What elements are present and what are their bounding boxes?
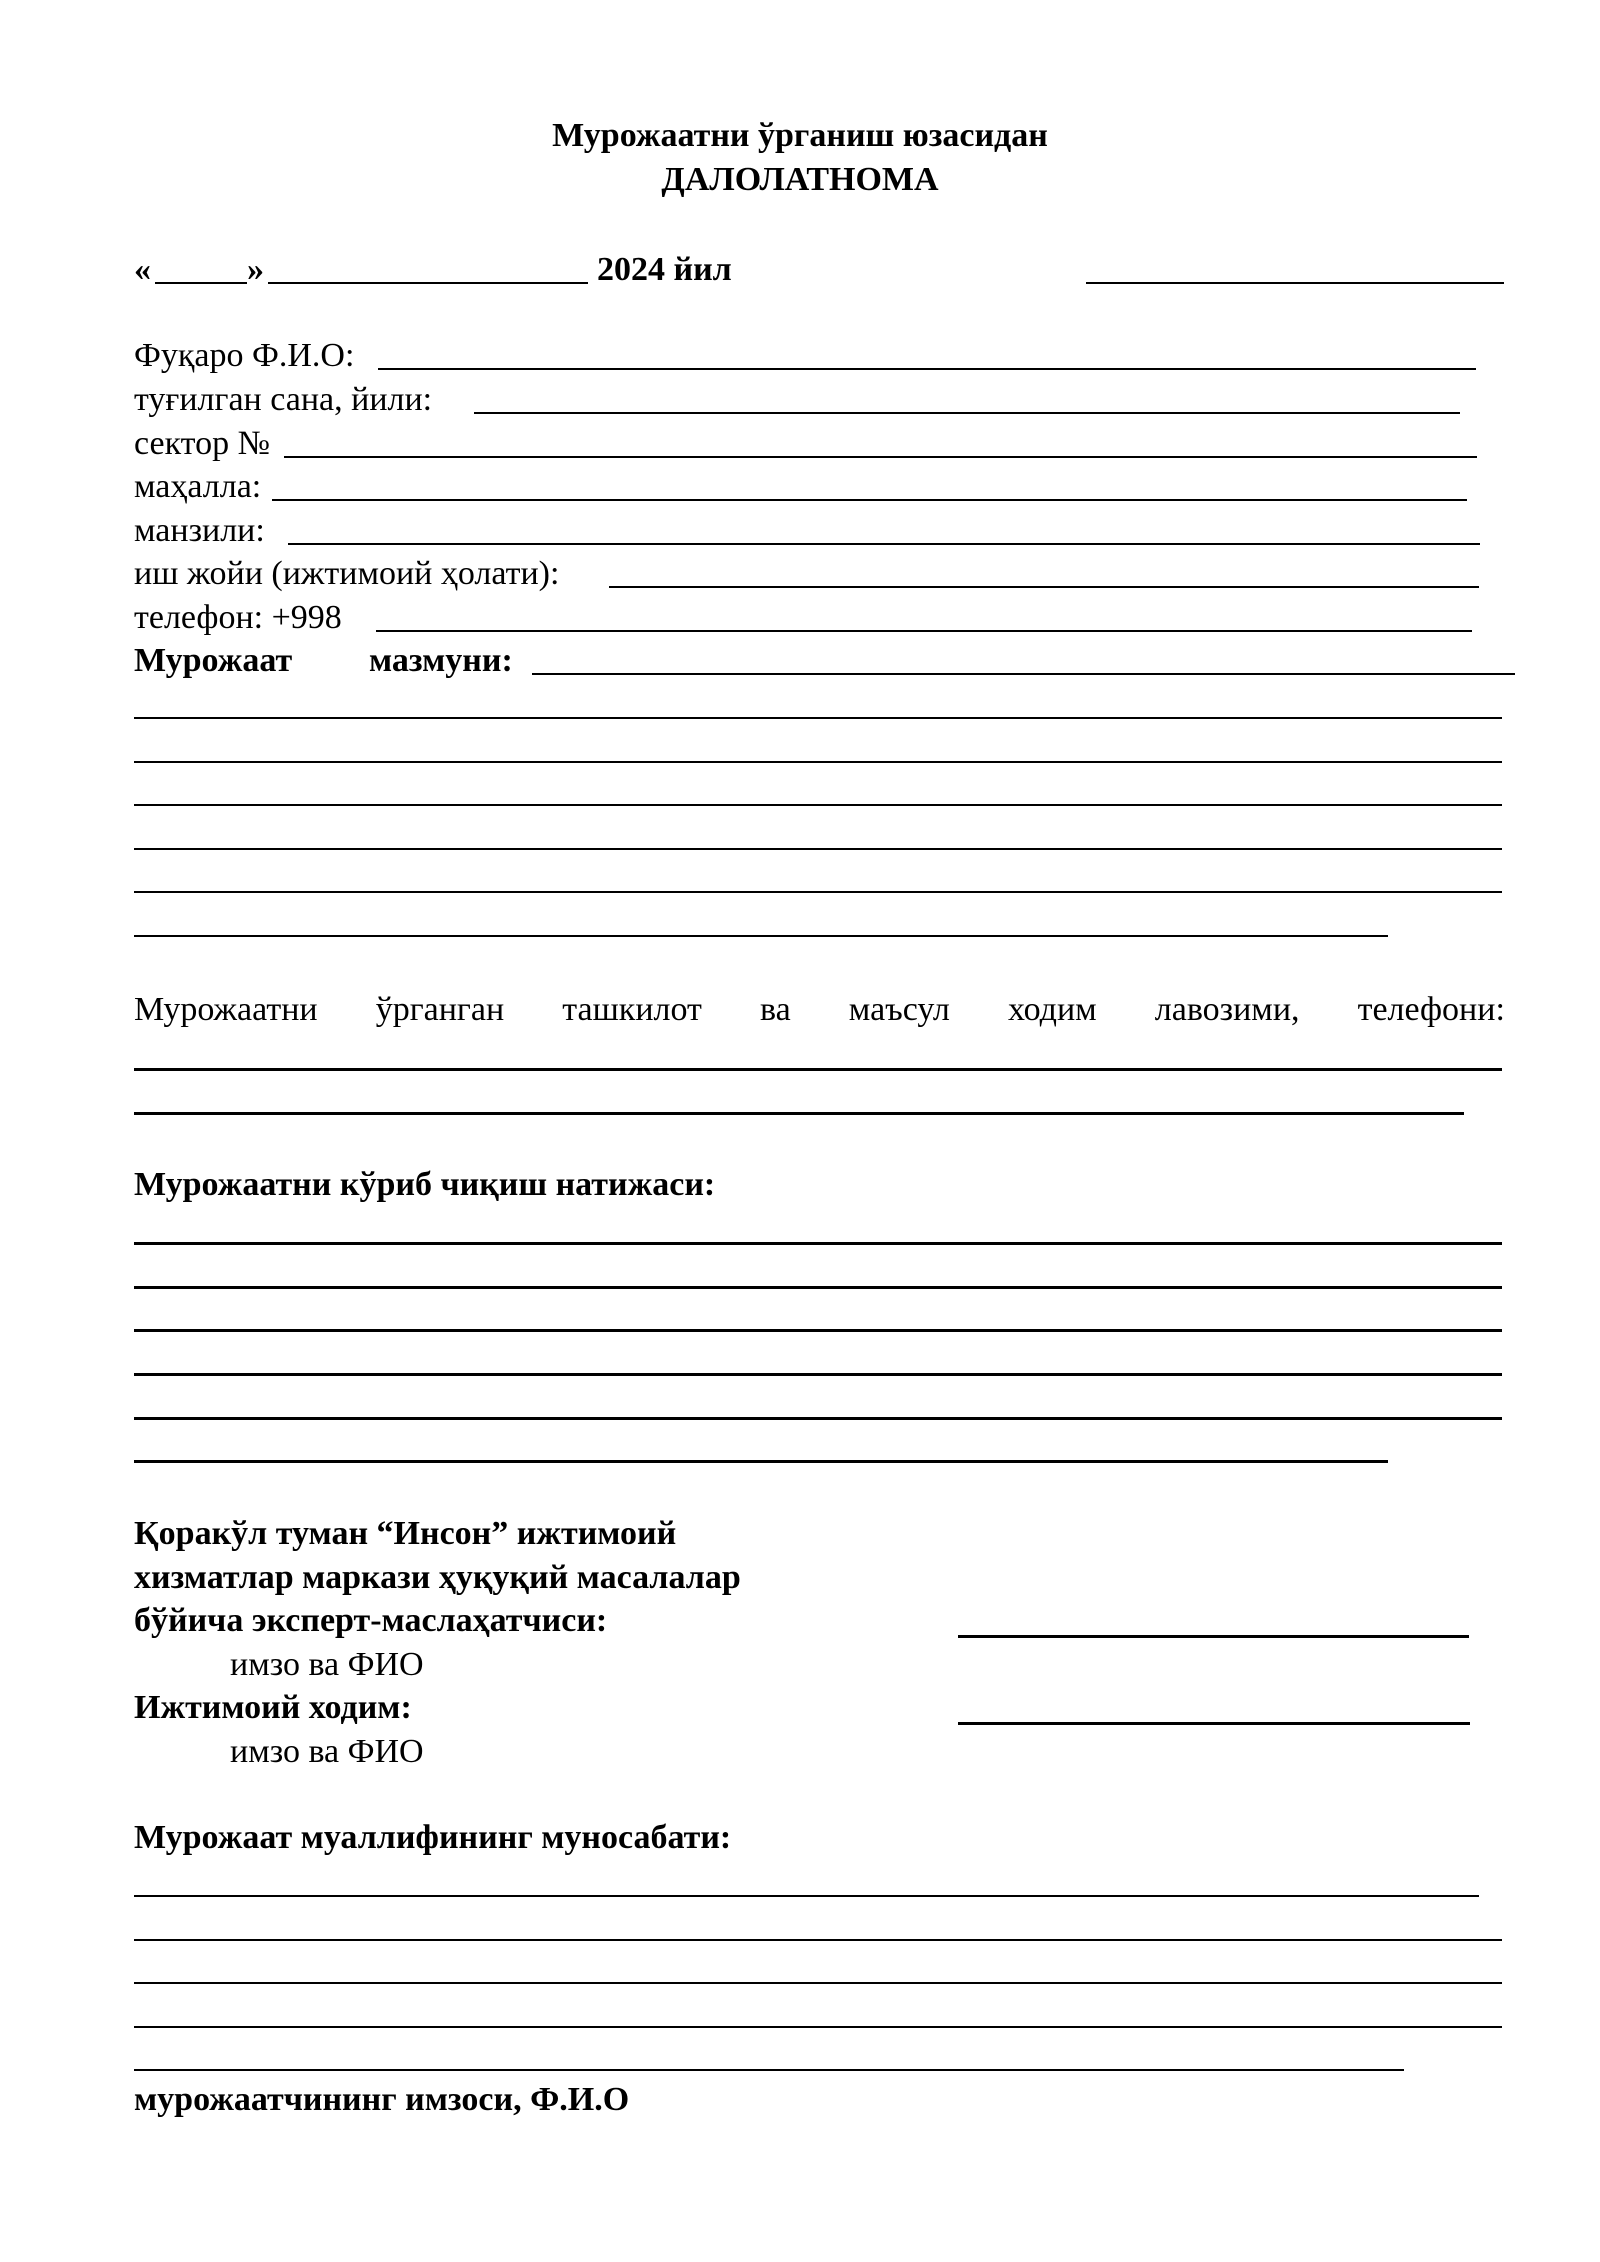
org-word: лавозими, [1154,991,1300,1028]
org-line[interactable] [134,1112,1464,1115]
expert-sign-hint: имзо ва ФИО [230,1646,424,1683]
date-open-quote: « [134,251,151,288]
work-label: иш жойи (ижтимоий ҳолати): [134,555,560,592]
result-line[interactable] [134,1373,1502,1376]
content-label-word2: мазмуни: [369,642,513,679]
address-label: манзили: [134,512,265,549]
applicant-signature-label: мурожаатчининг имзоси, Ф.И.О [134,2081,630,2118]
result-line[interactable] [134,1417,1502,1420]
document-subtitle: Мурожаатни ўрганиш юзасидан [552,117,1048,154]
content-line[interactable] [134,848,1502,850]
org-word: ходим [1007,991,1097,1028]
month-blank[interactable] [268,282,588,284]
author-attitude-heading: Мурожаат муаллифининг муносабати: [134,1819,732,1856]
result-line[interactable] [134,1242,1502,1245]
org-word: Мурожаатни [134,991,318,1028]
author-attitude-line[interactable] [134,2026,1502,2028]
org-word: ва [759,991,791,1028]
phone-label: телефон: +998 [134,599,342,636]
content-line[interactable] [134,935,1388,937]
date-close-quote: » [247,251,264,288]
result-line[interactable] [134,1329,1502,1332]
result-heading: Мурожаатни кўриб чиқиш натижаси: [134,1166,716,1203]
mahalla-field[interactable] [272,499,1467,501]
birth-field[interactable] [474,412,1460,414]
content-field[interactable] [532,673,1515,675]
content-line[interactable] [134,891,1502,893]
author-attitude-line[interactable] [134,1939,1502,1941]
content-label-word1: Мурожаат [134,642,293,679]
org-word: маъсул [848,991,950,1028]
social-worker-label: Ижтимоий ходим: [134,1689,412,1726]
org-word: ташкилот [562,991,702,1028]
document-title: ДАЛОЛАТНОМА [661,161,939,198]
author-attitude-line[interactable] [134,1982,1502,1984]
expert-title-line2: хизматлар маркази ҳуқуқий масалалар [134,1559,741,1596]
expert-title-line1: Қоракўл туман “Инсон” ижтимоий [134,1515,677,1552]
work-field[interactable] [609,586,1479,588]
day-blank[interactable] [155,282,247,284]
author-attitude-line[interactable] [134,1895,1479,1897]
social-worker-sign-hint: имзо ва ФИО [230,1733,424,1770]
sector-label: сектор № [134,425,271,462]
result-line[interactable] [134,1286,1502,1289]
expert-signature-field[interactable] [958,1635,1469,1638]
content-line[interactable] [134,804,1502,806]
phone-field[interactable] [376,630,1472,632]
result-line[interactable] [134,1460,1388,1463]
social-worker-signature-field[interactable] [958,1722,1470,1725]
name-label: Фуқаро Ф.И.О: [134,337,355,374]
org-heading [134,990,1505,1030]
date-year: 2024 йил [597,251,732,288]
name-field[interactable] [378,368,1476,370]
content-line[interactable] [134,717,1502,719]
org-word: телефони: [1357,991,1505,1028]
sector-field[interactable] [284,456,1477,458]
content-line[interactable] [134,761,1502,763]
address-field[interactable] [288,543,1480,545]
mahalla-label: маҳалла: [134,468,262,505]
place-blank[interactable] [1086,282,1504,284]
org-line[interactable] [134,1068,1502,1071]
org-word: ўрганган [375,991,505,1028]
birth-label: туғилган сана, йили: [134,381,433,418]
expert-title-line3: бўйича эксперт-маслаҳатчиси: [134,1602,608,1639]
author-attitude-line[interactable] [134,2069,1404,2071]
